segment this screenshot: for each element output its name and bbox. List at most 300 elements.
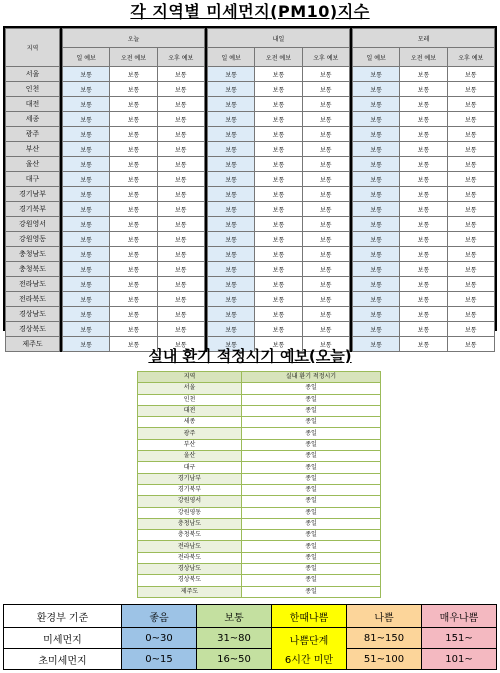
table-row bbox=[6, 172, 495, 187]
forecast-value: 보통 bbox=[352, 292, 399, 307]
forecast-subheader: 일 예보 bbox=[352, 48, 399, 67]
forecast-value: 보통 bbox=[255, 112, 302, 127]
forecast-value: 보통 bbox=[255, 172, 302, 187]
forecast-value: 보통 bbox=[255, 277, 302, 292]
vent-region-name: 강원영동 bbox=[138, 507, 242, 518]
forecast-value: 보통 bbox=[157, 322, 204, 337]
forecast-value: 보통 bbox=[400, 142, 447, 157]
forecast-value: 보통 bbox=[157, 307, 204, 322]
forecast-value: 보통 bbox=[447, 82, 494, 97]
region-name: 강원영동 bbox=[6, 232, 60, 247]
forecast-value: 보통 bbox=[110, 307, 157, 322]
legend-pm25-very-bad: 101~ bbox=[422, 649, 497, 670]
forecast-value: 보통 bbox=[157, 292, 204, 307]
forecast-value: 보통 bbox=[207, 157, 254, 172]
forecast-value: 보통 bbox=[255, 337, 302, 352]
forecast-value: 보통 bbox=[157, 232, 204, 247]
forecast-value: 보통 bbox=[110, 97, 157, 112]
forecast-value: 보통 bbox=[400, 322, 447, 337]
vent-time-value: 종일 bbox=[242, 575, 381, 586]
table-row bbox=[138, 586, 381, 597]
forecast-value: 보통 bbox=[302, 112, 349, 127]
forecast-value: 보통 bbox=[63, 142, 110, 157]
table-row bbox=[6, 157, 495, 172]
region-name: 전라남도 bbox=[6, 277, 60, 292]
forecast-value: 보통 bbox=[63, 247, 110, 262]
region-name: 제주도 bbox=[6, 337, 60, 352]
vent-region-name: 광주 bbox=[138, 428, 242, 439]
forecast-value: 보통 bbox=[110, 67, 157, 82]
forecast-value: 보통 bbox=[110, 337, 157, 352]
legend-temporarily-bad-note bbox=[272, 628, 347, 670]
vent-time-value: 종일 bbox=[242, 405, 381, 416]
forecast-value: 보통 bbox=[447, 142, 494, 157]
forecast-value: 보통 bbox=[302, 142, 349, 157]
pm10-title: 각 지역별 미세먼지(PM10)지수 bbox=[130, 2, 370, 21]
forecast-subheader: 일 예보 bbox=[207, 48, 254, 67]
forecast-value: 보통 bbox=[447, 127, 494, 142]
forecast-value: 보통 bbox=[352, 97, 399, 112]
forecast-value: 보통 bbox=[255, 232, 302, 247]
forecast-value: 보통 bbox=[400, 82, 447, 97]
forecast-value: 보통 bbox=[302, 217, 349, 232]
region-name: 경상북도 bbox=[6, 322, 60, 337]
vent-region-name: 서울 bbox=[138, 383, 242, 394]
vent-region-name: 강원영서 bbox=[138, 496, 242, 507]
forecast-value: 보통 bbox=[352, 307, 399, 322]
forecast-value: 보통 bbox=[302, 262, 349, 277]
forecast-value: 보통 bbox=[157, 187, 204, 202]
table-row bbox=[6, 277, 495, 292]
region-name: 충청남도 bbox=[6, 247, 60, 262]
region-name: 부산 bbox=[6, 142, 60, 157]
forecast-value: 보통 bbox=[255, 217, 302, 232]
forecast-value: 보통 bbox=[157, 247, 204, 262]
vent-time-value: 종일 bbox=[242, 530, 381, 541]
region-name: 세종 bbox=[6, 112, 60, 127]
legend-temporarily-bad-line2: 6시간 미만 bbox=[284, 654, 334, 666]
table-row bbox=[138, 405, 381, 416]
forecast-value: 보통 bbox=[110, 292, 157, 307]
forecast-value: 보통 bbox=[352, 187, 399, 202]
region-name: 경상남도 bbox=[6, 307, 60, 322]
forecast-value: 보통 bbox=[63, 97, 110, 112]
forecast-value: 보통 bbox=[352, 337, 399, 352]
ventilation-title: 실내 환기 적정시기 예보(오늘) bbox=[148, 347, 352, 365]
legend-temporarily-bad-line1: 나쁨단계 bbox=[289, 635, 329, 647]
forecast-value: 보통 bbox=[63, 277, 110, 292]
forecast-value: 보통 bbox=[447, 187, 494, 202]
forecast-value: 보통 bbox=[110, 127, 157, 142]
vent-time-value: 종일 bbox=[242, 473, 381, 484]
vent-region-name: 경상북도 bbox=[138, 575, 242, 586]
forecast-value: 보통 bbox=[207, 187, 254, 202]
forecast-value: 보통 bbox=[63, 82, 110, 97]
region-name: 인천 bbox=[6, 82, 60, 97]
table-row bbox=[6, 127, 495, 142]
forecast-value: 보통 bbox=[302, 67, 349, 82]
vent-region-name: 충청남도 bbox=[138, 518, 242, 529]
forecast-value: 보통 bbox=[447, 67, 494, 82]
forecast-value: 보통 bbox=[302, 292, 349, 307]
forecast-value: 보통 bbox=[302, 127, 349, 142]
table-row bbox=[6, 67, 495, 82]
vent-region-name: 경기남부 bbox=[138, 473, 242, 484]
vent-region-name: 세종 bbox=[138, 417, 242, 428]
table-row bbox=[6, 202, 495, 217]
forecast-value: 보통 bbox=[302, 307, 349, 322]
forecast-value: 보통 bbox=[207, 82, 254, 97]
forecast-value: 보통 bbox=[255, 187, 302, 202]
forecast-value: 보통 bbox=[63, 187, 110, 202]
forecast-value: 보통 bbox=[255, 202, 302, 217]
region-name: 대전 bbox=[6, 97, 60, 112]
forecast-value: 보통 bbox=[352, 217, 399, 232]
forecast-value: 보통 bbox=[207, 67, 254, 82]
forecast-value: 보통 bbox=[447, 202, 494, 217]
vent-region-header: 지역 bbox=[138, 372, 242, 383]
forecast-value: 보통 bbox=[207, 322, 254, 337]
forecast-value: 보통 bbox=[400, 307, 447, 322]
forecast-value: 보통 bbox=[110, 322, 157, 337]
forecast-value: 보통 bbox=[447, 232, 494, 247]
table-row bbox=[6, 292, 495, 307]
forecast-value: 보통 bbox=[207, 127, 254, 142]
forecast-value: 보통 bbox=[255, 97, 302, 112]
forecast-value: 보통 bbox=[157, 142, 204, 157]
forecast-value: 보통 bbox=[302, 187, 349, 202]
table-row bbox=[6, 97, 495, 112]
forecast-value: 보통 bbox=[302, 247, 349, 262]
region-name: 서울 bbox=[6, 67, 60, 82]
forecast-value: 보통 bbox=[352, 82, 399, 97]
forecast-value: 보통 bbox=[110, 277, 157, 292]
vent-time-value: 종일 bbox=[242, 394, 381, 405]
table-row bbox=[6, 112, 495, 127]
forecast-value: 보통 bbox=[400, 127, 447, 142]
forecast-value: 보통 bbox=[157, 202, 204, 217]
legend-pm10-normal: 31~80 bbox=[197, 628, 272, 649]
forecast-value: 보통 bbox=[207, 292, 254, 307]
forecast-value: 보통 bbox=[400, 112, 447, 127]
table-row bbox=[138, 575, 381, 586]
table-row bbox=[138, 439, 381, 450]
vent-time-value: 종일 bbox=[242, 552, 381, 563]
table-row bbox=[6, 322, 495, 337]
forecast-value: 보통 bbox=[110, 157, 157, 172]
forecast-value: 보통 bbox=[110, 232, 157, 247]
vent-region-name: 전라북도 bbox=[138, 552, 242, 563]
forecast-subheader: 오후 예보 bbox=[157, 48, 204, 67]
vent-time-value: 종일 bbox=[242, 586, 381, 597]
forecast-value: 보통 bbox=[63, 157, 110, 172]
vent-time-value: 종일 bbox=[242, 451, 381, 462]
forecast-value: 보통 bbox=[207, 307, 254, 322]
region-header: 지역 bbox=[6, 29, 60, 67]
forecast-value: 보통 bbox=[157, 67, 204, 82]
vent-region-name: 경기북부 bbox=[138, 484, 242, 495]
forecast-value: 보통 bbox=[63, 67, 110, 82]
forecast-subheader: 오후 예보 bbox=[302, 48, 349, 67]
forecast-value: 보통 bbox=[400, 337, 447, 352]
forecast-value: 보통 bbox=[302, 232, 349, 247]
forecast-value: 보통 bbox=[302, 157, 349, 172]
forecast-value: 보통 bbox=[352, 232, 399, 247]
forecast-value: 보통 bbox=[302, 322, 349, 337]
day-header: 오늘 bbox=[63, 29, 205, 48]
legend-level-normal: 보통 bbox=[197, 605, 272, 628]
forecast-value: 보통 bbox=[447, 337, 494, 352]
forecast-value: 보통 bbox=[447, 112, 494, 127]
pm10-table bbox=[5, 28, 495, 352]
table-row bbox=[6, 187, 495, 202]
region-name: 대구 bbox=[6, 172, 60, 187]
region-name: 광주 bbox=[6, 127, 60, 142]
forecast-value: 보통 bbox=[447, 217, 494, 232]
forecast-value: 보통 bbox=[157, 127, 204, 142]
region-name: 강원영서 bbox=[6, 217, 60, 232]
table-row bbox=[138, 530, 381, 541]
vent-region-name: 대구 bbox=[138, 462, 242, 473]
day-header: 내일 bbox=[207, 29, 349, 48]
vent-region-name: 인천 bbox=[138, 394, 242, 405]
vent-time-value: 종일 bbox=[242, 439, 381, 450]
vent-time-value: 종일 bbox=[242, 507, 381, 518]
forecast-subheader: 오전 예보 bbox=[110, 48, 157, 67]
forecast-value: 보통 bbox=[352, 157, 399, 172]
table-row bbox=[138, 518, 381, 529]
table-row bbox=[6, 142, 495, 157]
forecast-value: 보통 bbox=[400, 262, 447, 277]
forecast-value: 보통 bbox=[63, 217, 110, 232]
forecast-value: 보통 bbox=[110, 217, 157, 232]
vent-region-name: 울산 bbox=[138, 451, 242, 462]
forecast-value: 보통 bbox=[63, 202, 110, 217]
forecast-value: 보통 bbox=[400, 277, 447, 292]
standard-legend-table bbox=[3, 604, 497, 670]
forecast-value: 보통 bbox=[207, 262, 254, 277]
table-row bbox=[138, 428, 381, 439]
forecast-value: 보통 bbox=[400, 67, 447, 82]
table-row bbox=[6, 82, 495, 97]
table-row bbox=[138, 451, 381, 462]
forecast-value: 보통 bbox=[400, 247, 447, 262]
forecast-value: 보통 bbox=[63, 292, 110, 307]
forecast-value: 보통 bbox=[207, 202, 254, 217]
vent-time-value: 종일 bbox=[242, 518, 381, 529]
table-row bbox=[138, 473, 381, 484]
forecast-value: 보통 bbox=[207, 217, 254, 232]
forecast-value: 보통 bbox=[157, 172, 204, 187]
legend-pm25-bad: 51~100 bbox=[347, 649, 422, 670]
forecast-value: 보통 bbox=[207, 247, 254, 262]
vent-time-value: 종일 bbox=[242, 428, 381, 439]
vent-region-name: 충청북도 bbox=[138, 530, 242, 541]
forecast-value: 보통 bbox=[110, 247, 157, 262]
forecast-value: 보통 bbox=[157, 277, 204, 292]
region-name: 전라북도 bbox=[6, 292, 60, 307]
forecast-value: 보통 bbox=[302, 277, 349, 292]
forecast-value: 보통 bbox=[352, 142, 399, 157]
vent-time-value: 종일 bbox=[242, 496, 381, 507]
region-name: 경기북부 bbox=[6, 202, 60, 217]
forecast-value: 보통 bbox=[255, 307, 302, 322]
forecast-value: 보통 bbox=[63, 307, 110, 322]
legend-pm10-very-bad: 151~ bbox=[422, 628, 497, 649]
forecast-value: 보통 bbox=[157, 82, 204, 97]
forecast-subheader: 오후 예보 bbox=[447, 48, 494, 67]
vent-region-name: 경상남도 bbox=[138, 564, 242, 575]
forecast-value: 보통 bbox=[400, 157, 447, 172]
table-row bbox=[138, 462, 381, 473]
table-row bbox=[138, 484, 381, 495]
forecast-value: 보통 bbox=[63, 322, 110, 337]
legend-level-temporarily-bad: 한때나쁨 bbox=[272, 605, 347, 628]
forecast-value: 보통 bbox=[352, 322, 399, 337]
forecast-value: 보통 bbox=[157, 217, 204, 232]
legend-pm25-normal: 16~50 bbox=[197, 649, 272, 670]
vent-time-value: 종일 bbox=[242, 383, 381, 394]
table-row bbox=[6, 232, 495, 247]
forecast-value: 보통 bbox=[447, 292, 494, 307]
table-row bbox=[138, 564, 381, 575]
forecast-value: 보통 bbox=[255, 67, 302, 82]
forecast-value: 보통 bbox=[63, 112, 110, 127]
forecast-value: 보통 bbox=[110, 187, 157, 202]
vent-region-name: 대전 bbox=[138, 405, 242, 416]
forecast-value: 보통 bbox=[207, 277, 254, 292]
forecast-value: 보통 bbox=[447, 97, 494, 112]
pm10-table-frame bbox=[3, 26, 497, 349]
forecast-value: 보통 bbox=[352, 112, 399, 127]
forecast-value: 보통 bbox=[255, 157, 302, 172]
forecast-value: 보통 bbox=[157, 262, 204, 277]
table-row bbox=[138, 496, 381, 507]
forecast-value: 보통 bbox=[302, 97, 349, 112]
forecast-value: 보통 bbox=[157, 97, 204, 112]
forecast-value: 보통 bbox=[302, 202, 349, 217]
forecast-value: 보통 bbox=[207, 142, 254, 157]
forecast-value: 보통 bbox=[255, 247, 302, 262]
forecast-subheader: 오전 예보 bbox=[255, 48, 302, 67]
forecast-value: 보통 bbox=[157, 337, 204, 352]
vent-time-value: 종일 bbox=[242, 462, 381, 473]
forecast-value: 보통 bbox=[352, 262, 399, 277]
forecast-value: 보통 bbox=[352, 172, 399, 187]
forecast-value: 보통 bbox=[400, 187, 447, 202]
legend-level-bad: 나쁨 bbox=[347, 605, 422, 628]
forecast-value: 보통 bbox=[110, 262, 157, 277]
forecast-value: 보통 bbox=[207, 97, 254, 112]
forecast-value: 보통 bbox=[352, 67, 399, 82]
region-name: 경기남부 bbox=[6, 187, 60, 202]
forecast-value: 보통 bbox=[63, 232, 110, 247]
legend-pm10-bad: 81~150 bbox=[347, 628, 422, 649]
table-row bbox=[6, 217, 495, 232]
forecast-value: 보통 bbox=[63, 262, 110, 277]
forecast-value: 보통 bbox=[302, 337, 349, 352]
forecast-value: 보통 bbox=[207, 112, 254, 127]
forecast-value: 보통 bbox=[400, 232, 447, 247]
forecast-subheader: 오전 예보 bbox=[400, 48, 447, 67]
vent-time-value: 종일 bbox=[242, 564, 381, 575]
forecast-value: 보통 bbox=[207, 172, 254, 187]
legend-pm10-good: 0~30 bbox=[122, 628, 197, 649]
forecast-value: 보통 bbox=[447, 247, 494, 262]
forecast-value: 보통 bbox=[447, 322, 494, 337]
forecast-value: 보통 bbox=[207, 337, 254, 352]
forecast-value: 보통 bbox=[447, 262, 494, 277]
forecast-value: 보통 bbox=[352, 127, 399, 142]
table-row bbox=[6, 307, 495, 322]
region-name: 충청북도 bbox=[6, 262, 60, 277]
forecast-value: 보통 bbox=[400, 292, 447, 307]
legend-level-good: 좋음 bbox=[122, 605, 197, 628]
legend-level-very-bad: 매우나쁨 bbox=[422, 605, 497, 628]
vent-region-name: 부산 bbox=[138, 439, 242, 450]
table-row bbox=[138, 394, 381, 405]
forecast-value: 보통 bbox=[255, 292, 302, 307]
legend-pm25-good: 0~15 bbox=[122, 649, 197, 670]
legend-header: 환경부 기준 bbox=[4, 605, 122, 628]
table-row bbox=[6, 247, 495, 262]
forecast-value: 보통 bbox=[400, 202, 447, 217]
forecast-value: 보통 bbox=[255, 127, 302, 142]
forecast-value: 보통 bbox=[110, 202, 157, 217]
vent-region-name: 전라남도 bbox=[138, 541, 242, 552]
forecast-value: 보통 bbox=[63, 337, 110, 352]
forecast-value: 보통 bbox=[110, 112, 157, 127]
table-row bbox=[138, 552, 381, 563]
forecast-value: 보통 bbox=[447, 172, 494, 187]
forecast-value: 보통 bbox=[447, 277, 494, 292]
forecast-value: 보통 bbox=[400, 97, 447, 112]
forecast-value: 보통 bbox=[255, 142, 302, 157]
legend-pm10-label: 미세먼지 bbox=[4, 628, 122, 649]
vent-time-value: 종일 bbox=[242, 417, 381, 428]
forecast-value: 보통 bbox=[447, 157, 494, 172]
table-row bbox=[6, 262, 495, 277]
forecast-value: 보통 bbox=[255, 82, 302, 97]
forecast-value: 보통 bbox=[447, 307, 494, 322]
forecast-value: 보통 bbox=[255, 322, 302, 337]
forecast-value: 보통 bbox=[207, 232, 254, 247]
forecast-value: 보통 bbox=[110, 82, 157, 97]
region-name: 울산 bbox=[6, 157, 60, 172]
table-row bbox=[138, 417, 381, 428]
vent-time-value: 종일 bbox=[242, 541, 381, 552]
forecast-value: 보통 bbox=[110, 172, 157, 187]
forecast-value: 보통 bbox=[110, 142, 157, 157]
ventilation-table bbox=[137, 371, 381, 598]
vent-time-value: 종일 bbox=[242, 484, 381, 495]
forecast-value: 보통 bbox=[63, 172, 110, 187]
table-row bbox=[138, 541, 381, 552]
forecast-value: 보통 bbox=[352, 247, 399, 262]
forecast-value: 보통 bbox=[63, 127, 110, 142]
forecast-value: 보통 bbox=[302, 82, 349, 97]
forecast-value: 보통 bbox=[352, 202, 399, 217]
vent-region-name: 제주도 bbox=[138, 586, 242, 597]
forecast-value: 보통 bbox=[157, 112, 204, 127]
vent-time-header: 실내 환기 적정시기 bbox=[242, 372, 381, 383]
table-row bbox=[138, 507, 381, 518]
forecast-value: 보통 bbox=[157, 157, 204, 172]
forecast-value: 보통 bbox=[302, 172, 349, 187]
table-row bbox=[138, 383, 381, 394]
day-header: 모레 bbox=[352, 29, 494, 48]
forecast-subheader: 일 예보 bbox=[63, 48, 110, 67]
